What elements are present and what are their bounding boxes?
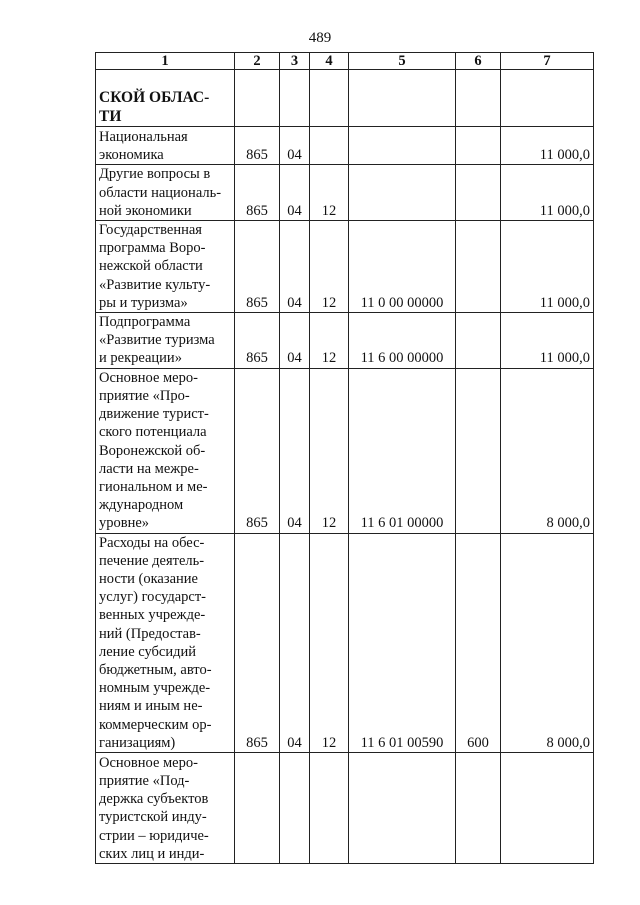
- row-col2: 865: [235, 127, 280, 165]
- row-name: Основное меро- приятие «Под- держка субъектов туристской инду- стрии – юридиче- ских лиц и инди-: [96, 753, 235, 864]
- row-col7: 8 000,0: [501, 368, 594, 533]
- row-name: Государственная программа Воро- нежской области «Развитие культу- ры и туризма»: [96, 221, 235, 313]
- row-col7: 11 000,0: [501, 165, 594, 221]
- row-col5: [349, 753, 456, 864]
- header-col-7: 7: [501, 53, 594, 70]
- table-row: [96, 753, 594, 864]
- row-col3: 04: [280, 313, 310, 369]
- header-col-4: 4: [310, 53, 349, 70]
- row-col4: 12: [310, 533, 349, 752]
- row-col4: [310, 753, 349, 864]
- row-col2: [235, 70, 280, 127]
- row-col5: 11 0 00 00000: [349, 221, 456, 313]
- table-row: [96, 533, 594, 752]
- row-col4: 12: [310, 313, 349, 369]
- table-row: [96, 165, 594, 221]
- table-row: [96, 313, 594, 369]
- row-col6: [456, 753, 501, 864]
- row-col3: 04: [280, 368, 310, 533]
- row-col4: 12: [310, 221, 349, 313]
- row-col6: [456, 313, 501, 369]
- row-col4: [310, 70, 349, 127]
- row-col5: 11 6 00 00000: [349, 313, 456, 369]
- row-col6: [456, 70, 501, 127]
- row-col5: 11 6 01 00590: [349, 533, 456, 752]
- row-col6: [456, 221, 501, 313]
- header-col-6: 6: [456, 53, 501, 70]
- row-col2: [235, 753, 280, 864]
- row-col7: 11 000,0: [501, 127, 594, 165]
- row-col3: [280, 70, 310, 127]
- row-col2: 865: [235, 165, 280, 221]
- row-name: СКОЙ ОБЛАС- ТИ: [96, 70, 235, 127]
- table-header-row: [96, 53, 594, 70]
- row-col3: [280, 753, 310, 864]
- header-col-3: 3: [280, 53, 310, 70]
- row-col3: 04: [280, 165, 310, 221]
- row-col7: [501, 70, 594, 127]
- row-name: Подпрограмма «Развитие туризма и рекреации»: [96, 313, 235, 369]
- table-row: [96, 368, 594, 533]
- row-name: Основное меро- приятие «Про- движение турист- ского потенциала Воронежской об- ласти на межре- гиональном и ме- ждународном уровне»: [96, 368, 235, 533]
- header-col-1: 1: [96, 53, 235, 70]
- header-col-5: 5: [349, 53, 456, 70]
- row-col5: [349, 70, 456, 127]
- row-col5: [349, 165, 456, 221]
- row-col5: 11 6 01 00000: [349, 368, 456, 533]
- budget-table: [95, 52, 594, 864]
- row-name: Расходы на обес- печение деятель- ности (оказание услуг) государст- венных учрежде- ний (Предостав- ление субсидий бюджетным, авто- номным учрежде- ниям и иным не- коммерческим ор- ганизациям): [96, 533, 235, 752]
- row-col3: 04: [280, 533, 310, 752]
- table-row: [96, 127, 594, 165]
- header-col-2: 2: [235, 53, 280, 70]
- row-col2: 865: [235, 533, 280, 752]
- row-col3: 04: [280, 221, 310, 313]
- row-col2: 865: [235, 221, 280, 313]
- table-row: [96, 221, 594, 313]
- page-number: 489: [308, 30, 332, 46]
- row-col3: 04: [280, 127, 310, 165]
- row-col4: [310, 127, 349, 165]
- row-name: Национальная экономика: [96, 127, 235, 165]
- row-col7: [501, 753, 594, 864]
- row-col4: 12: [310, 368, 349, 533]
- row-col5: [349, 127, 456, 165]
- table-row: [96, 70, 594, 127]
- row-col7: 11 000,0: [501, 313, 594, 369]
- row-col4: 12: [310, 165, 349, 221]
- row-col6: 600: [456, 533, 501, 752]
- row-col6: [456, 368, 501, 533]
- row-col6: [456, 165, 501, 221]
- row-col2: 865: [235, 368, 280, 533]
- row-col2: 865: [235, 313, 280, 369]
- row-col6: [456, 127, 501, 165]
- row-col7: 8 000,0: [501, 533, 594, 752]
- row-name: Другие вопросы в области националь- ной экономики: [96, 165, 235, 221]
- row-col7: 11 000,0: [501, 221, 594, 313]
